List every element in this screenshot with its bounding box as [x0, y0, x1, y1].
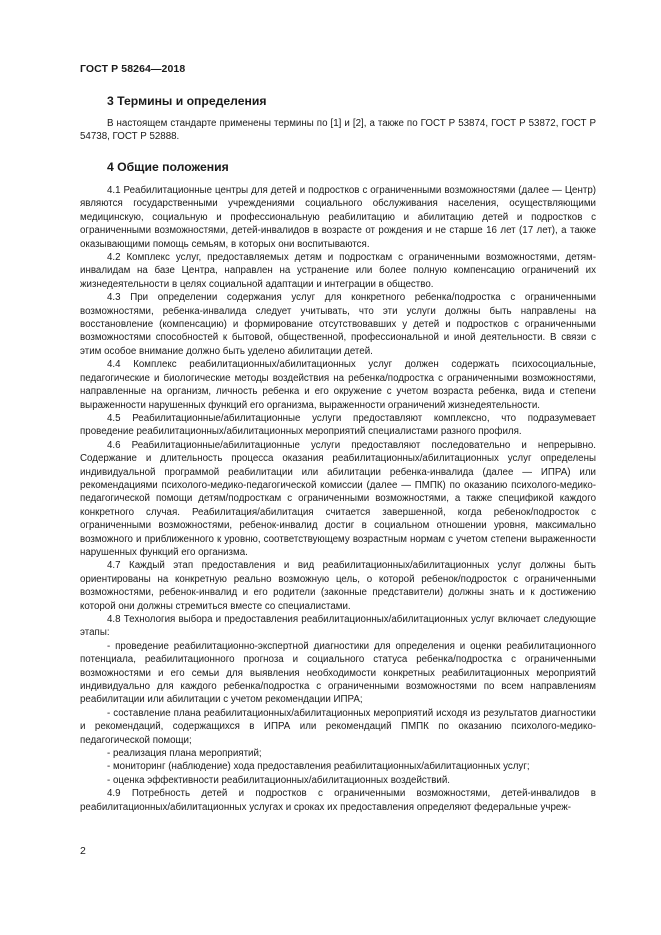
list-item-monitoring: - мониторинг (наблюдение) хода предоставления реабилитационных/абилитационных услуг; [107, 761, 530, 773]
list-item-evaluation: - оценка эффективности реабилитационных/абилитационных воздействий. [107, 774, 451, 786]
paragraph-4-6: 4.6 Реабилитационные/абилитационные услуги предоставляют последовательно и непрерывно. Содержание и длительность процесса оказания реабилитационных/абилитационных услуг определены индивидуальной программой реабилитации или абилитации ребенка-инвалида (далее — ИПРА) или рекомендациями психолого-медико-педагогической комиссии (далее — ПМПК) по оказанию психолого-медико-педагогической помощи детям/подросткам с ограниченными возможностями, а также спецификой каждого конкретного случая. Реабилитация/абилитация считается завершенной, когда ребенок/подросток с ограниченными возможностями, ребенок-инвалид достиг в социальном отношении уровня, максимально возможного и приближенного к уровню, соответствующему возрастным нормам с учетом степени выраженности нарушенных функций его организма. [80, 439, 596, 558]
list-item-plan: - составление плана реабилитационных/абилитационных мероприятий исходя из результатов диагностики и рекомендаций, содержащихся в ИПРА или рекомендаций ПМПК по оказанию психолого-медико-педагогической помощи; [80, 707, 596, 746]
page-number: 2 [80, 845, 86, 857]
section-3-paragraph: В настоящем стандарте применены термины по [1] и [2], а также по ГОСТ Р 53874, ГОСТ Р 53872, ГОСТ Р 54738, ГОСТ Р 52888. [80, 118, 596, 143]
paragraph-4-7: 4.7 Каждый этап предоставления и вид реабилитационных/абилитационных услуг должны быть ориентированы на конкретную реально возможную цель, о которой ребенок/подросток с ограниченными возможностями, ребенок-инвалид и его родители (законные представители) должны знать и к достижению которой они должны стремиться вместе со специалистами. [80, 560, 596, 612]
paragraph-4-5: 4.5 Реабилитационные/абилитационные услуги предоставляют комплексно, что подразумевает проведение реабилитационных/абилитационных мероприятий специалистами разного профиля. [80, 412, 596, 438]
section-3-heading: 3 Термины и определения [107, 94, 267, 108]
section-4-body [80, 184, 596, 814]
paragraph-4-9: 4.9 Потребность детей и подростков с ограниченными возможностями, детей-инвалидов в реабилитационных/абилитационных услугах и сроках их предоставления определяют федеральные учреж- [80, 788, 596, 813]
paragraph-4-3: 4.3 При определении содержания услуг для конкретного ребенка/подростка с ограниченными возможностями, ребенка-инвалида следует учитывать, что эти услуги должны быть направлены на восстановление (компенсацию) и формирование отсутствовавших у детей и подростков с ограниченными возможностями способностей к бытовой, общественной, профессиональной и иной деятельности. В связи с этим особое внимание должно быть уделено абилитации детей. [80, 292, 596, 357]
list-item-implementation: - реализация плана мероприятий; [107, 748, 262, 760]
paragraph-4-4: 4.4 Комплекс реабилитационных/абилитационных услуг должен содержать психосоциальные, педагогические и биологические методы воздействия на ребенка/подростка с ограниченными возможностями, направленные на организм, личность ребенка и его окружение с учетом возраста ребенка, вида и степени выраженности нарушенных функций его организма, выраженности ограничений жизнедеятельности. [80, 359, 596, 411]
document-id: ГОСТ Р 58264—2018 [80, 63, 186, 75]
paragraph-4-2: 4.2 Комплекс услуг, предоставляемых детям и подросткам с ограниченными возможностями, детям-инвалидам на базе Центра, направлен на устранение или более полную компенсацию ограничений их жизнедеятельности в целях социальной адаптации и интеграции в общество. [80, 252, 596, 290]
paragraph-4-8: 4.8 Технология выбора и предоставления реабилитационных/абилитационных услуг включает следующие этапы: [80, 614, 596, 639]
list-item-diagnostics: - проведение реабилитационно-экспертной диагностики для определения и оценки реабилитационного потенциала, реабилитационного прогноза и социального статуса ребенка/подростка с ограниченными возможностями и его семьи для выявления необходимости конкретных реабилитационных мероприятий индивидуально для каждого ребенка/подростка с ограниченными возможностями по всем направлениям реабилитации или абилитации с учетом рекомендации ИПРА; [80, 640, 596, 706]
section-3-body [80, 117, 596, 144]
section-4-heading: 4 Общие положения [107, 160, 229, 174]
paragraph-4-1: 4.1 Реабилитационные центры для детей и подростков с ограниченными возможностями (далее — Центр) являются государственными учреждениями социального обслуживания населения, осуществляющими медицинскую, социальную и профессиональную реабилитацию и абилитацию детей и подростков с ограниченными возможностями, детей-инвалидов в возрасте от рождения и не старше 16 лет (17 лет), а также оказывающими помощь семьям, в которых они воспитываются. [80, 185, 596, 250]
